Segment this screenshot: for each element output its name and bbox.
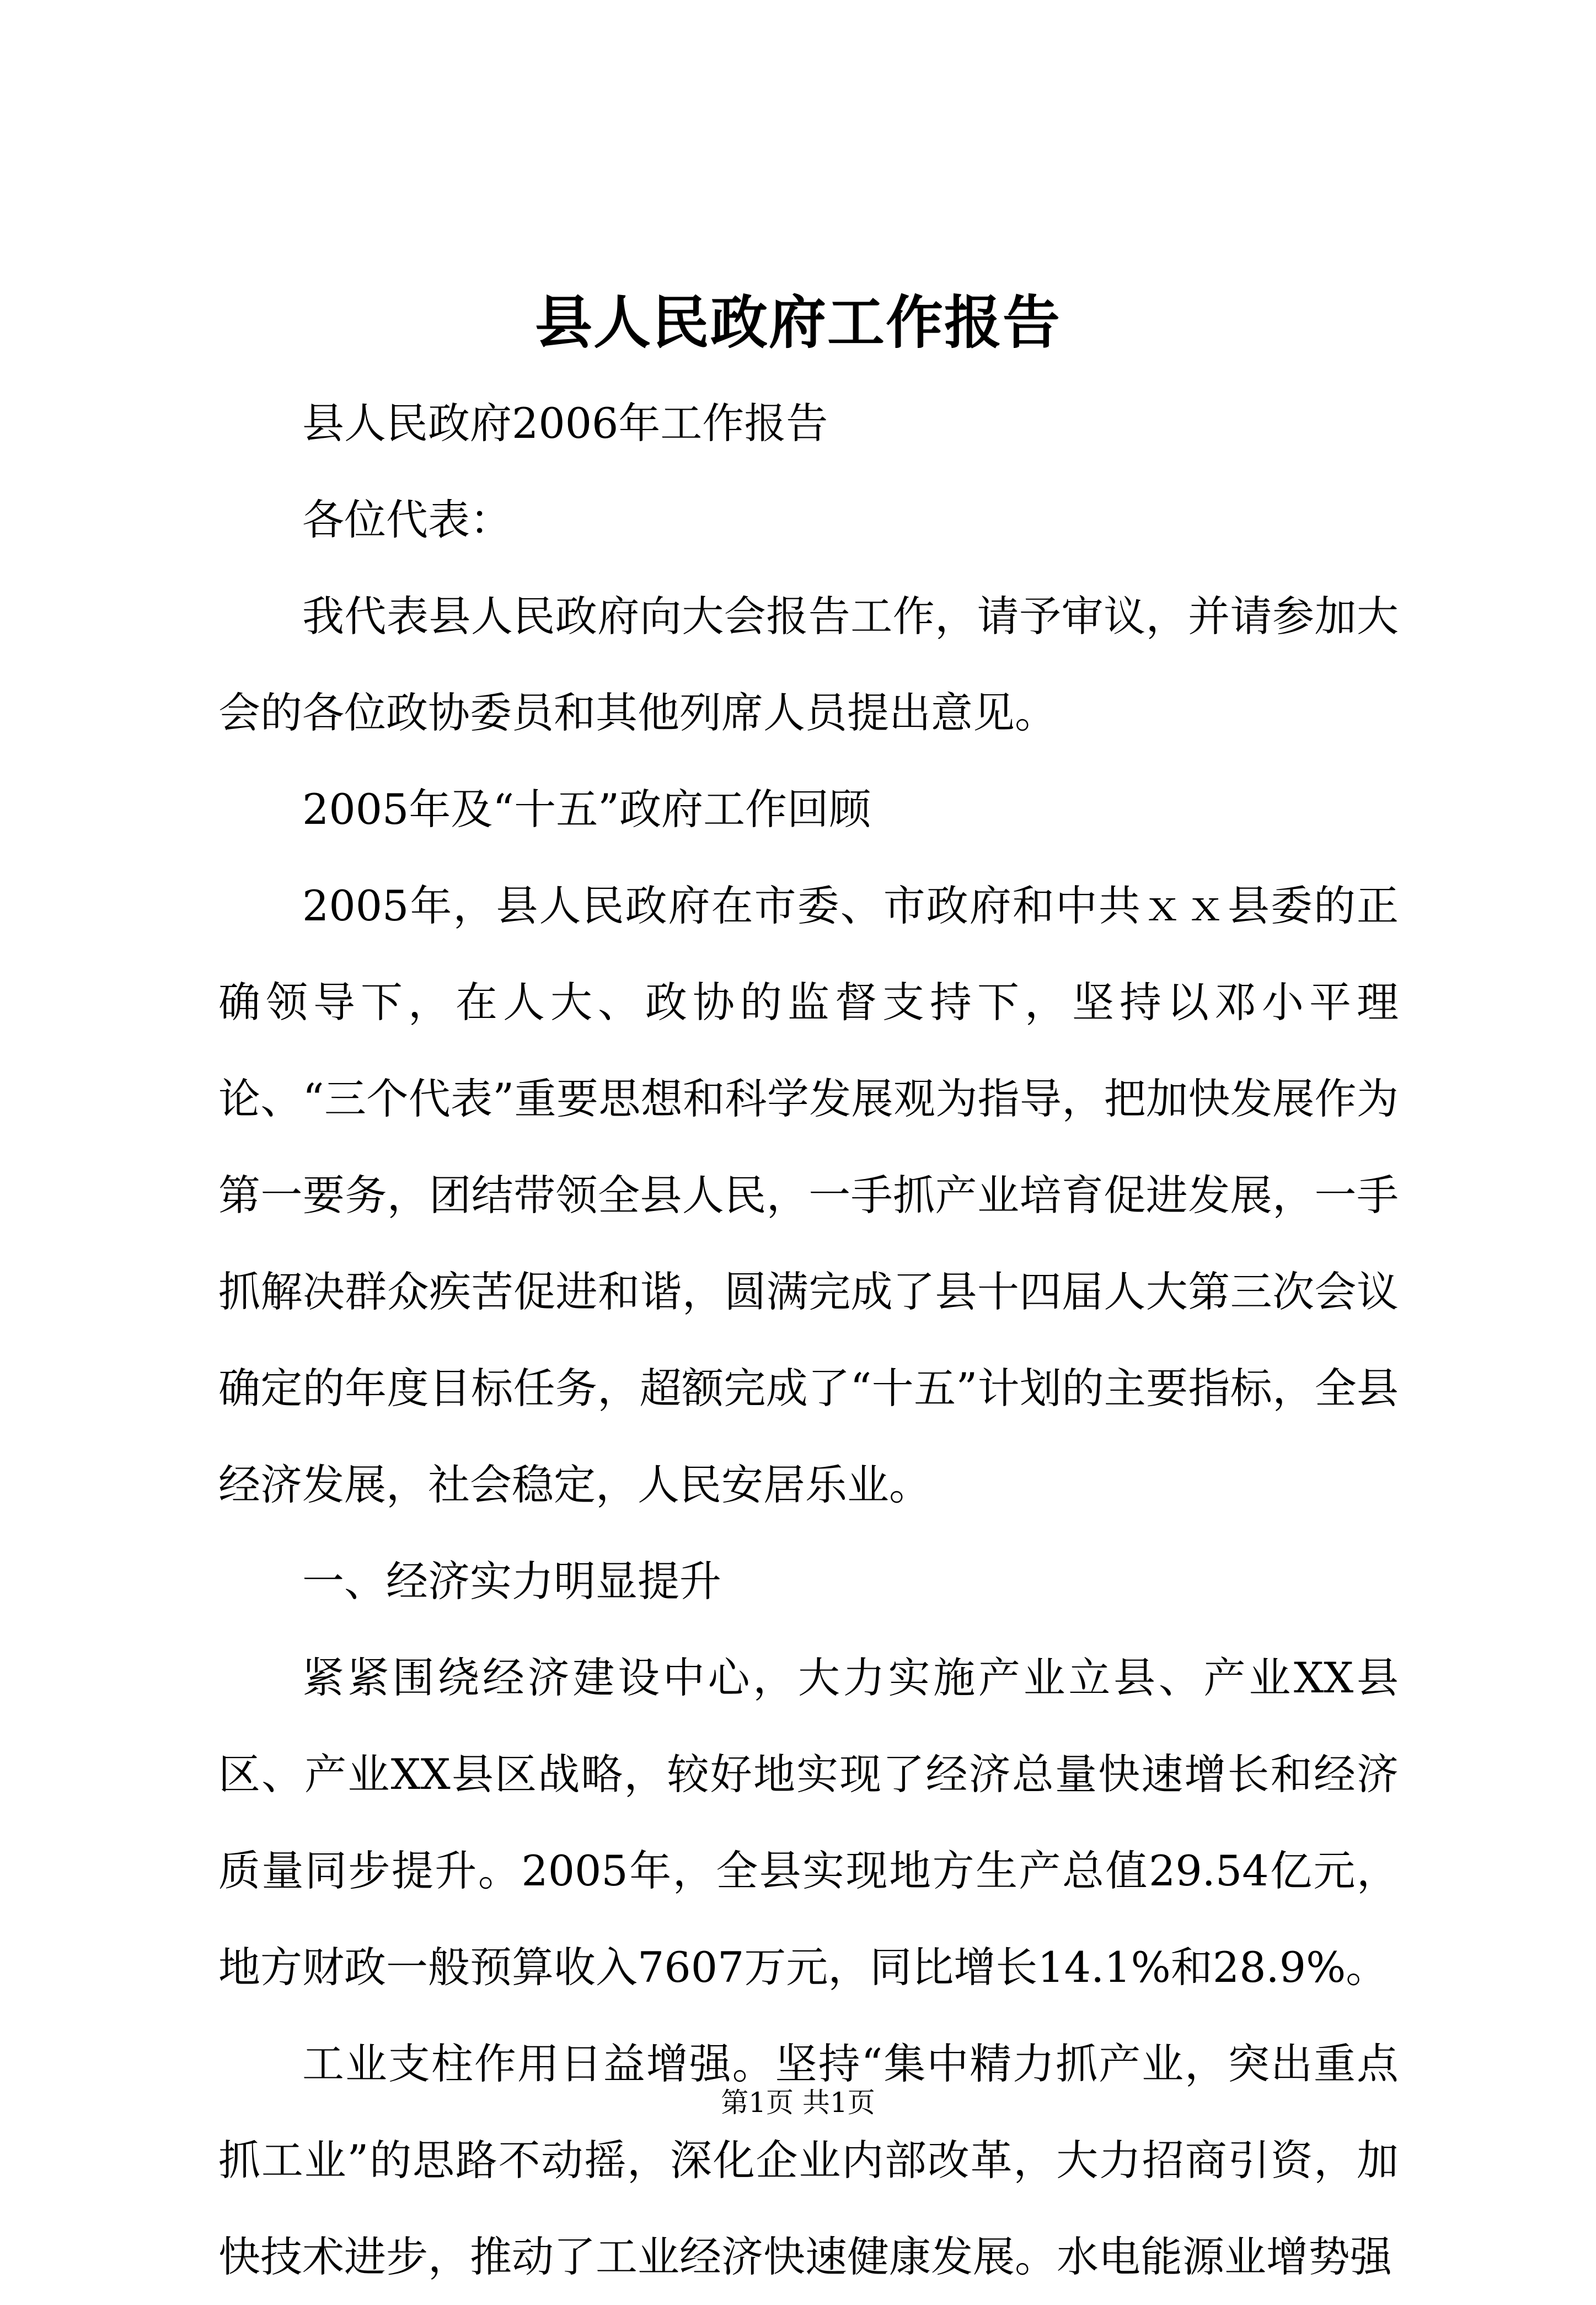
salutation-paragraph: 各位代表：: [302, 495, 512, 544]
body-paragraph: 紧紧围绕经济建设中心，大力实施产业立县、产业XX县区、产业XX县区战略，较好地实现了经济总量快速增长和经济质量同步提升。2005年，全县实现地方生产总值29.54亿元，地方财政一般预算收入7607万元，同比增长14.1%和28.9%。: [218, 1653, 1399, 1992]
section-heading: 一、经济实力明显提升: [302, 1557, 721, 1606]
page-footer: 第1页 共1页: [721, 2087, 875, 2119]
body-paragraph: 2005年，县人民政府在市委、市政府和中共ｘｘ县委的正确领导下，在人大、政协的监督支持下，坚持以邓小平理论、“三个代表”重要思想和科学发展观为指导，把加快发展作为第一要务，团结带领全县人民，一手抓产业培育促进发展，一手抓解决群众疾苦促进和谐，圆满完成了县十四届人大第三次会议确定的年度目标任务，超额完成了“十五”计划的主要指标，全县经济发展，社会稳定，人民安居乐业。: [218, 881, 1399, 1509]
section-heading: 2005年及“十五”政府工作回顾: [302, 785, 871, 834]
document-body: [218, 375, 1399, 2305]
body-paragraph: 工业支柱作用日益增强。坚持“集中精力抓产业，突出重点抓工业”的思路不动摇，深化企业内部改革，大力招商引资，加快技术进步，推动了工业经济快速健康发展。水电能源业增势强: [218, 2039, 1399, 2281]
document-title: 县人民政府工作报告: [534, 288, 1061, 356]
subtitle-paragraph: 县人民政府2006年工作报告: [302, 399, 828, 448]
body-paragraph: 我代表县人民政府向大会报告工作，请予审议，并请参加大会的各位政协委员和其他列席人员提出意见。: [218, 592, 1399, 737]
